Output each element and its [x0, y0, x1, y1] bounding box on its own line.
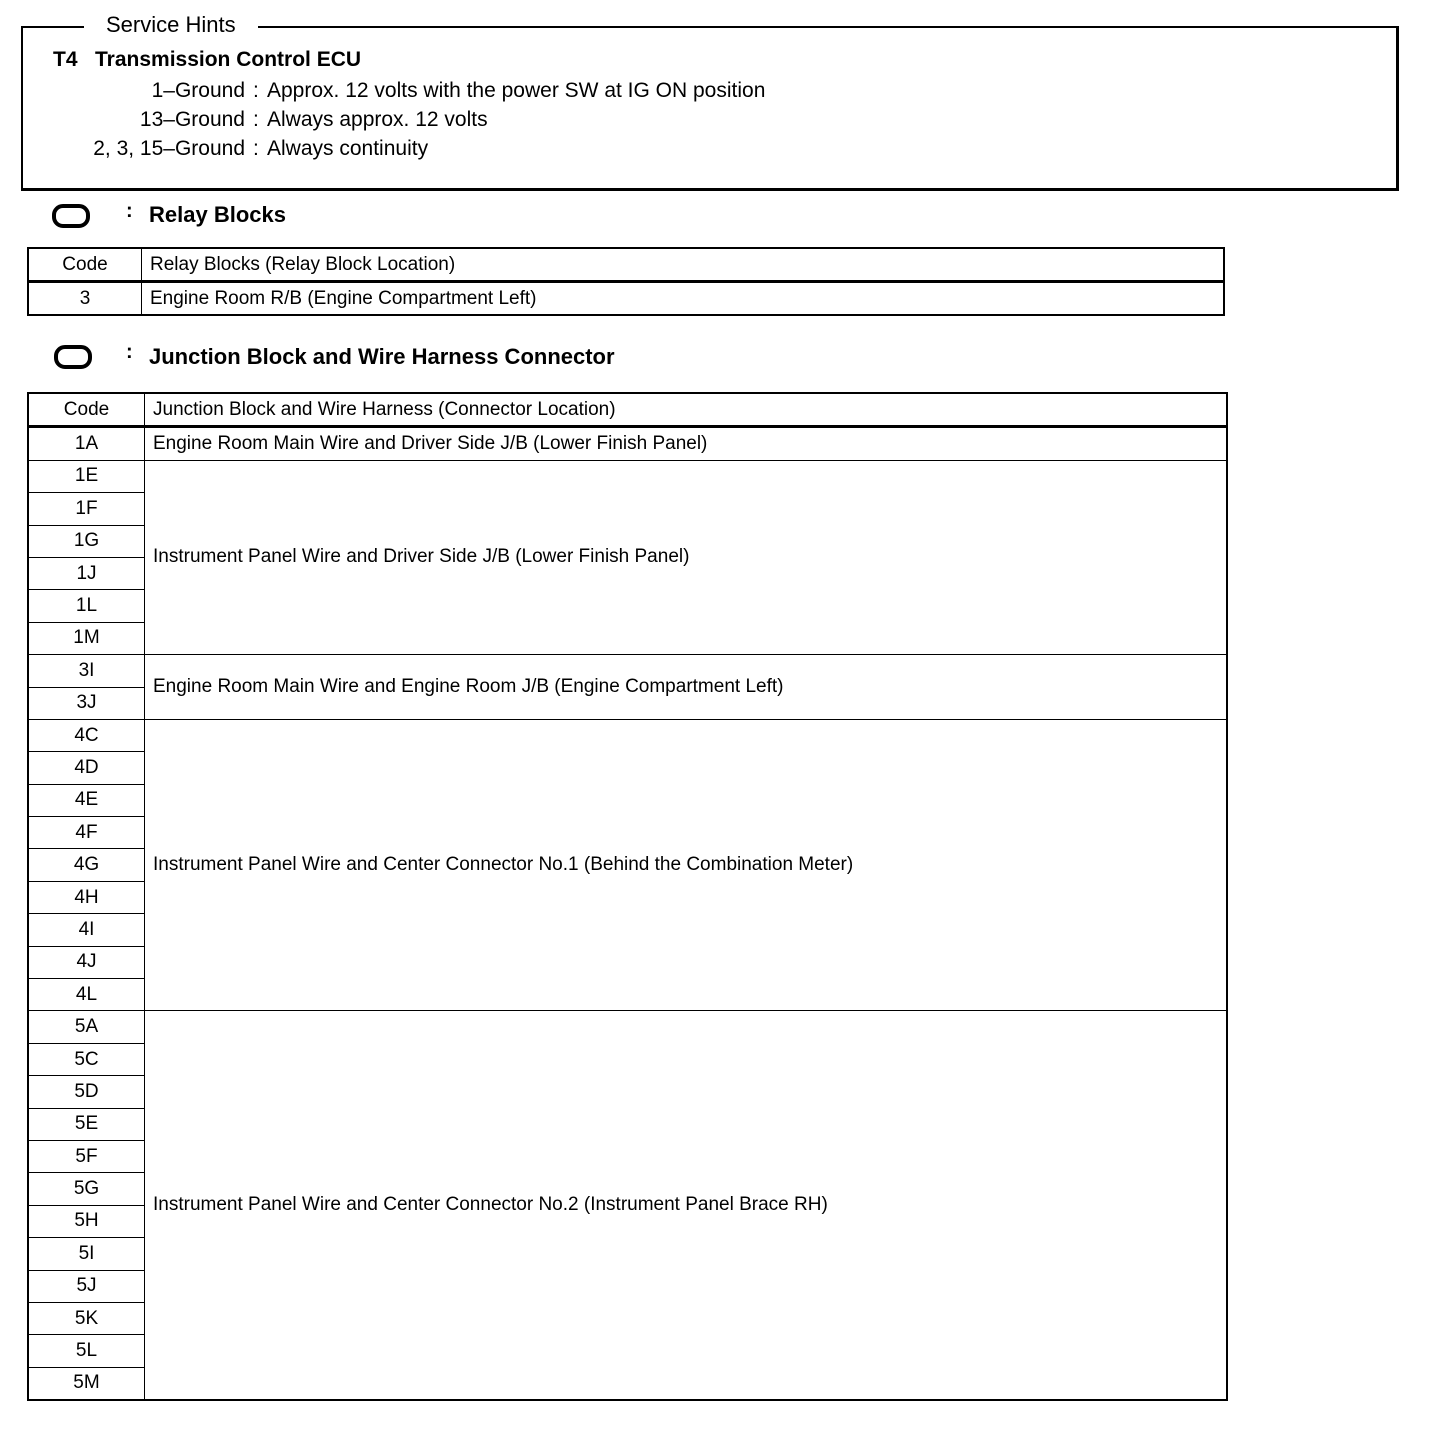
relay-location-cell: Engine Room R/B (Engine Compartment Left): [142, 282, 1225, 316]
relay-blocks-heading: Relay Blocks: [149, 202, 286, 227]
connector-code-cell: 5A: [28, 1011, 145, 1043]
connector-code-cell: 1M: [28, 622, 145, 654]
code-header: Code: [28, 248, 142, 282]
connector-location-cell: Engine Room Main Wire and Driver Side J/B (Lower Finish Panel): [145, 427, 1228, 460]
connector-code-cell: 4I: [28, 914, 145, 946]
connector-code-cell: 5E: [28, 1108, 145, 1140]
connector-code-cell: 3J: [28, 687, 145, 719]
hint-pin: 2, 3, 15–Ground: [93, 137, 245, 160]
connector-code-cell: 1A: [28, 427, 145, 460]
connector-code-cell: 5C: [28, 1043, 145, 1075]
ecu-code: T4: [53, 48, 78, 71]
connector-code-cell: 4L: [28, 979, 145, 1011]
connector-code-cell: 1G: [28, 525, 145, 557]
hint-colon: :: [253, 108, 259, 131]
connector-code-cell: 4F: [28, 817, 145, 849]
connector-location-cell: Instrument Panel Wire and Driver Side J/B (Lower Finish Panel): [145, 460, 1228, 654]
ecu-heading: [53, 46, 361, 74]
junction-block-symbol-icon: [54, 345, 92, 369]
connector-code-cell: 1F: [28, 493, 145, 525]
connector-code-cell: 4E: [28, 784, 145, 816]
junction-block-table: [27, 392, 1228, 1401]
connector-code-cell: 4G: [28, 849, 145, 881]
table-row: [28, 460, 1227, 492]
connector-location-cell: Instrument Panel Wire and Center Connector No.2 (Instrument Panel Brace RH): [145, 1011, 1228, 1400]
relay-blocks-table: [27, 247, 1225, 316]
connector-code-cell: 4H: [28, 881, 145, 913]
connector-code-cell: 4J: [28, 946, 145, 978]
connector-code-cell: 5H: [28, 1205, 145, 1237]
ecu-name: Transmission Control ECU: [95, 48, 362, 71]
connector-code-cell: 1J: [28, 557, 145, 589]
connector-code-cell: 5F: [28, 1140, 145, 1172]
hint-text: Always continuity: [267, 137, 429, 160]
hint-text: Approx. 12 volts with the power SW at IG ON position: [267, 79, 766, 102]
connector-code-cell: 5K: [28, 1302, 145, 1334]
relay-heading-colon: :: [126, 200, 133, 222]
connector-code-cell: 4D: [28, 752, 145, 784]
location-header: Relay Blocks (Relay Block Location): [142, 248, 1225, 282]
connector-code-cell: 5J: [28, 1270, 145, 1302]
table-row: [28, 282, 1224, 316]
connector-location-cell: Instrument Panel Wire and Center Connector No.1 (Behind the Combination Meter): [145, 719, 1228, 1011]
hint-colon: :: [253, 137, 259, 160]
relay-block-symbol-icon: [52, 204, 90, 228]
code-header: Code: [28, 393, 145, 427]
table-header-row: [28, 248, 1224, 282]
hint-pin: 1–Ground: [151, 79, 245, 102]
connector-code-cell: 5D: [28, 1076, 145, 1108]
connector-code-cell: 4C: [28, 719, 145, 751]
table-row: [28, 719, 1227, 751]
table-row: [28, 427, 1227, 460]
table-row: [28, 655, 1227, 687]
connector-code-cell: 5G: [28, 1173, 145, 1205]
hint-pin: 13–Ground: [139, 108, 245, 131]
connector-code-cell: 5M: [28, 1367, 145, 1400]
jb-heading-colon: :: [126, 341, 133, 363]
table-header-row: [28, 393, 1227, 427]
location-header: Junction Block and Wire Harness (Connector Location): [145, 393, 1228, 427]
connector-code-cell: 1L: [28, 590, 145, 622]
connector-code-cell: 3I: [28, 655, 145, 687]
hint-colon: :: [253, 79, 259, 102]
connector-code-cell: 1E: [28, 460, 145, 492]
junction-block-heading: Junction Block and Wire Harness Connector: [149, 344, 615, 369]
hint-text: Always approx. 12 volts: [267, 108, 488, 131]
table-row: [28, 1011, 1227, 1043]
service-hints-title: Service Hints: [84, 10, 258, 40]
connector-code-cell: 5I: [28, 1238, 145, 1270]
connector-code-cell: 5L: [28, 1335, 145, 1367]
relay-code-cell: 3: [28, 282, 142, 316]
connector-location-cell: Engine Room Main Wire and Engine Room J/B (Engine Compartment Left): [145, 655, 1228, 720]
service-hints-box: [21, 26, 1399, 191]
